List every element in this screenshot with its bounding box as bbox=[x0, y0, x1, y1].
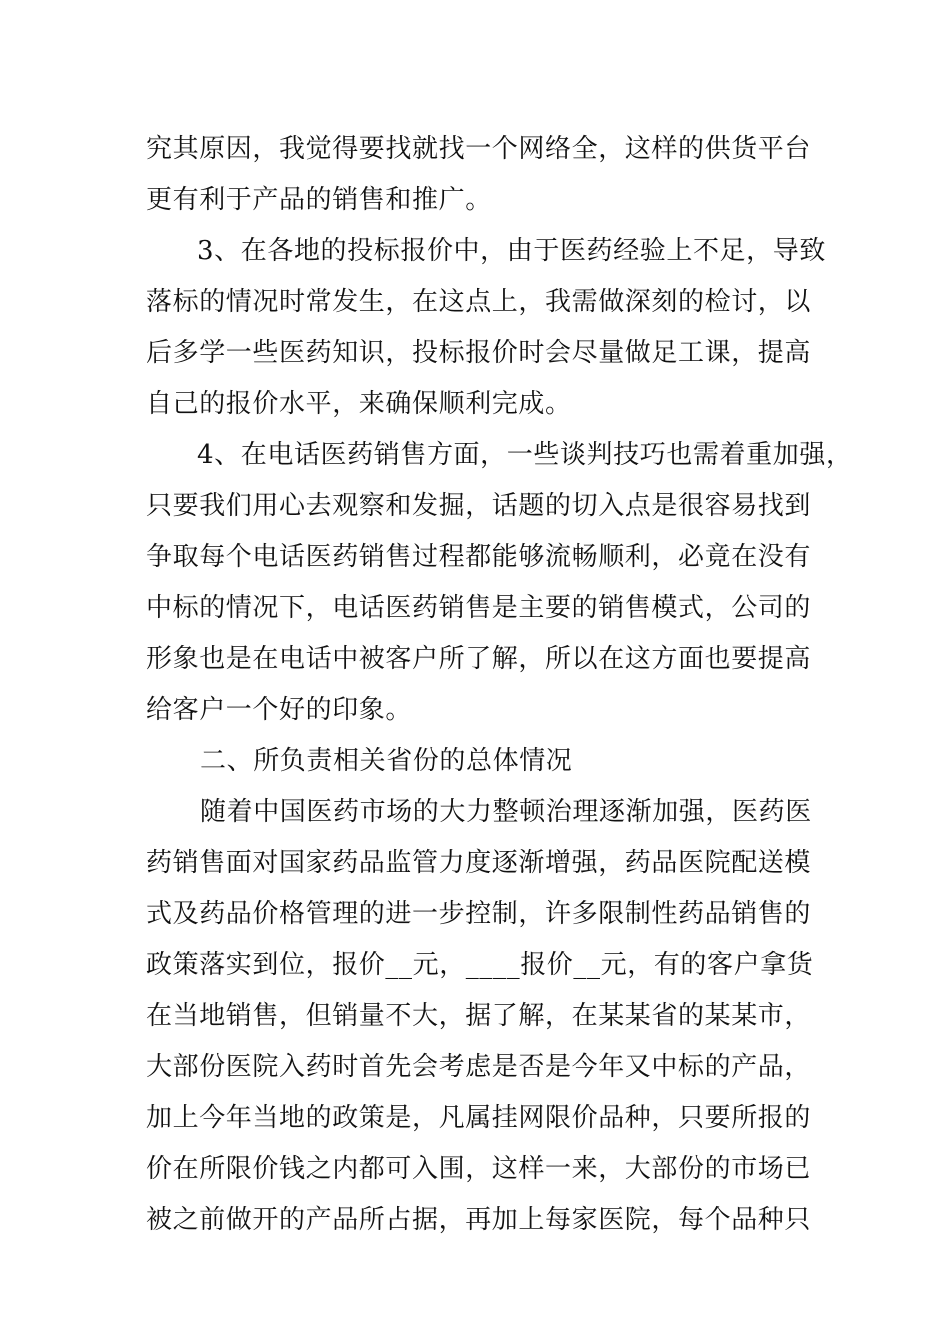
text-line: 究其原因，我觉得要找就找一个网络全，这样的供货平台 bbox=[146, 134, 812, 164]
text-line: 只要我们用心去观察和发掘，话题的切入点是很容易找到 bbox=[146, 491, 812, 521]
text-line: 更有利于产品的销售和推广。 bbox=[146, 185, 492, 215]
text-line: 落标的情况时常发生，在这点上，我需做深刻的检讨，以 bbox=[146, 287, 812, 317]
text-line: 加上今年当地的政策是，凡属挂网限价品种，只要所报的 bbox=[146, 1103, 812, 1133]
text-line: 自己的报价水平，来确保顺利完成。 bbox=[146, 389, 572, 419]
text-line: 被之前做开的产品所占据，再加上每家医院，每个品种只 bbox=[146, 1205, 812, 1235]
text-line: 后多学一些医药知识，投标报价时会尽量做足工课，提高 bbox=[146, 338, 812, 368]
text-line: 中标的情况下，电话医药销售是主要的销售模式，公司的 bbox=[146, 593, 812, 623]
text-line: 药销售面对国家药品监管力度逐渐增强，药品医院配送模 bbox=[146, 848, 812, 878]
text-line: 争取每个电话医药销售过程都能够流畅顺利，必竟在没有 bbox=[146, 542, 812, 572]
text-line: 随着中国医药市场的大力整顿治理逐渐加强，医药医 bbox=[200, 797, 812, 827]
text-line: 大部份医院入药时首先会考虑是否是今年又中标的产品， bbox=[146, 1052, 812, 1082]
text-line: 在当地销售，但销量不大，据了解，在某某省的某某市， bbox=[146, 1001, 812, 1031]
text-line: 给客户一个好的印象。 bbox=[146, 695, 413, 725]
text-line: 4、在电话医药销售方面，一些谈判技巧也需着重加强， bbox=[197, 440, 853, 470]
text-line: 政策落实到位，报价__元，____报价__元，有的客户拿货 bbox=[146, 950, 814, 980]
section-heading: 二、所负责相关省份的总体情况 bbox=[200, 746, 573, 776]
text-line: 式及药品价格管理的进一步控制，许多限制性药品销售的 bbox=[146, 899, 812, 929]
text-line: 3、在各地的投标报价中，由于医药经验上不足，导致 bbox=[197, 236, 826, 266]
text-line: 形象也是在电话中被客户所了解，所以在这方面也要提高 bbox=[146, 644, 812, 674]
text-line: 价在所限价钱之内都可入围，这样一来，大部份的市场已 bbox=[146, 1154, 812, 1184]
